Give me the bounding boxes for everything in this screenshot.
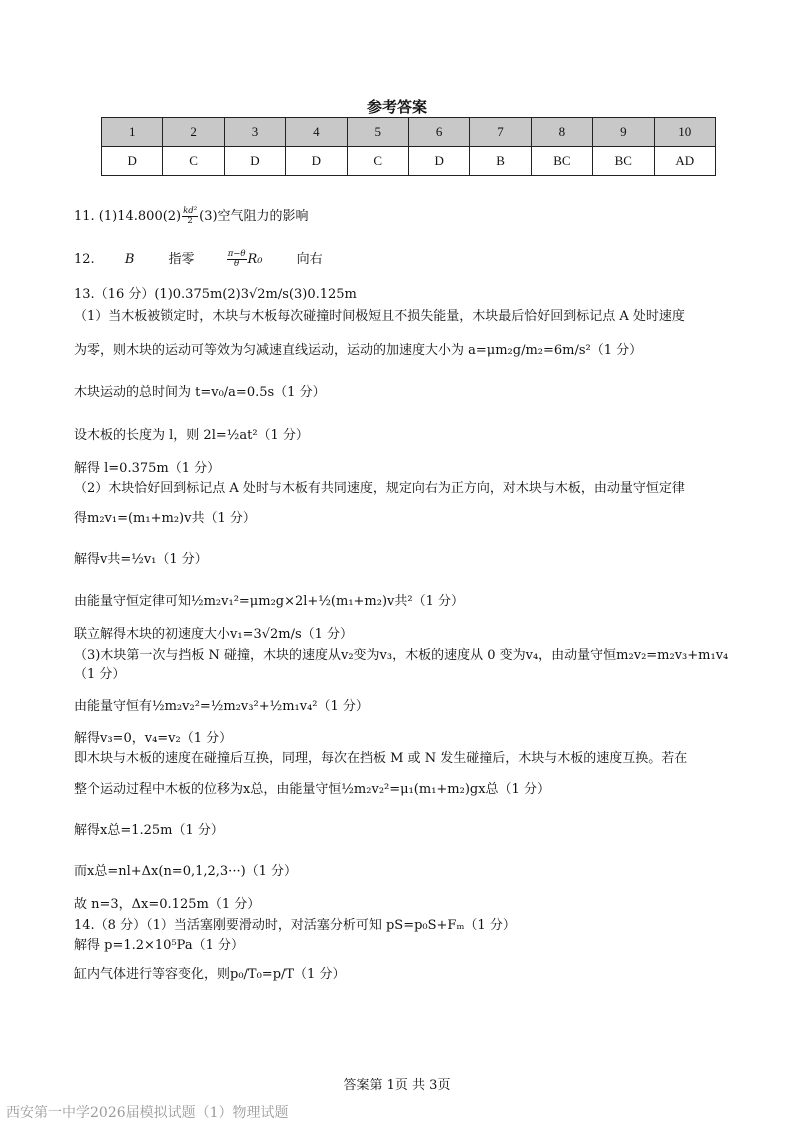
q14-paragraph: 解得 p=1.2×10⁵Pa（1 分）: [74, 938, 244, 953]
question-number-cell: 7: [470, 118, 531, 147]
q13-paragraph: 由能量守恒有½m₂v₂²=½m₂v₃²+½m₁v₄²（1 分）: [74, 699, 369, 714]
watermark: 西安第一中学2026届模拟试题（1）物理试题: [6, 1105, 289, 1121]
question-number-cell: 9: [593, 118, 654, 147]
q13-paragraph: 整个运动过程中木板的位移为x总，由能量守恒½m₂v₂²=μ₁(m₁+m₂)gx总（1 分）: [74, 782, 550, 797]
answer-cell: D: [102, 147, 163, 176]
answer-cell: BC: [593, 147, 654, 176]
q14-paragraph: 14.（8 分）（1）当活塞刚要滑动时，对活塞分析可知 pS=p₀S+Fₘ（1 分）: [74, 918, 516, 933]
answer-cell: D: [408, 147, 469, 176]
q13-paragraph: 即木块与木板的速度在碰撞后互换，同理，每次在挡板 M 或 N 发生碰撞后，木块与木板的速度互换。若在: [74, 751, 688, 766]
q13-paragraph: 木块运动的总时间为 t=v₀/a=0.5s（1 分）: [74, 385, 326, 400]
q13-header: 13.（16 分）(1)0.375m(2)3√2m/s(3)0.125m: [74, 287, 357, 302]
question-number-cell: 10: [654, 118, 715, 147]
q13-paragraph: （1 分）: [74, 667, 126, 682]
answer-table-header-row: [102, 118, 716, 147]
q13-paragraph: 故 n=3，Δx=0.125m（1 分）: [74, 897, 261, 912]
answer-cell: D: [224, 147, 285, 176]
answer-cell: AD: [654, 147, 715, 176]
question-number-cell: 6: [408, 118, 469, 147]
q13-paragraph: 由能量守恒定律可知½m₂v₁²=μm₂g×2l+½(m₁+m₂)v共²（1 分）: [74, 594, 464, 609]
answer-cell: BC: [531, 147, 592, 176]
answer-11: 11. (1)14.800(2) $\frac{\text{kd²}}{2}$ (3)空气阻力的影响: [74, 206, 309, 226]
page-title: 参考答案: [366, 98, 427, 116]
answer-table: [101, 117, 716, 176]
question-number-cell: 2: [163, 118, 224, 147]
q13-paragraph: 解得v共=½v₁（1 分）: [74, 552, 208, 567]
page-footer: 答案第 1页 共 3页: [343, 1078, 451, 1093]
q13-paragraph: 得m₂v₁=(m₁+m₂)v共（1 分）: [74, 511, 256, 526]
answer-table-answer-row: [102, 147, 716, 176]
answer-cell: B: [470, 147, 531, 176]
q13-paragraph: 设木板的长度为 l，则 2l=½at²（1 分）: [74, 428, 309, 443]
q13-paragraph: （3)木块第一次与挡板 N 碰撞，木块的速度从v₂变为v₃，木板的速度从 0 变为v₄，由动量守恒m₂v₂=m₂v₃+m₁v₄: [74, 648, 729, 663]
question-number-cell: 5: [347, 118, 408, 147]
answer-cell: C: [163, 147, 224, 176]
answer-12: 12. B 指零 $\frac{\pi-\theta}{\theta}$ R₀ 向右: [74, 249, 323, 269]
question-number-cell: 4: [286, 118, 347, 147]
q14-paragraph: 缸内气体进行等容变化，则p₀/T₀=p/T（1 分）: [74, 967, 346, 982]
question-number-cell: 1: [102, 118, 163, 147]
question-number-cell: 8: [531, 118, 592, 147]
q13-paragraph: 解得 l=0.375m（1 分）: [74, 461, 221, 476]
answer-cell: C: [347, 147, 408, 176]
question-number-cell: 3: [224, 118, 285, 147]
q13-paragraph: （1）当木板被锁定时，木块与木板每次碰撞时间极短且不损失能量，木块最后恰好回到标记点 A 处时速度: [74, 309, 685, 324]
q13-paragraph: 解得v₃=0，v₄=v₂（1 分）: [74, 731, 233, 746]
q13-paragraph: （2）木块恰好回到标记点 A 处时与木板有共同速度，规定向右为正方向，对木块与木板，由动量守恒定律: [74, 481, 685, 496]
q13-paragraph: 而x总=nl+Δx(n=0,1,2,3···)（1 分）: [74, 864, 298, 879]
q13-paragraph: 解得x总=1.25m（1 分）: [74, 823, 224, 838]
q13-paragraph: 为零，则木块的运动可等效为匀减速直线运动，运动的加速度大小为 a=μm₂g/m₂=6m/s²（1 分）: [74, 343, 643, 358]
q13-paragraph: 联立解得木块的初速度大小v₁=3√2m/s（1 分）: [74, 627, 354, 642]
answer-cell: D: [286, 147, 347, 176]
